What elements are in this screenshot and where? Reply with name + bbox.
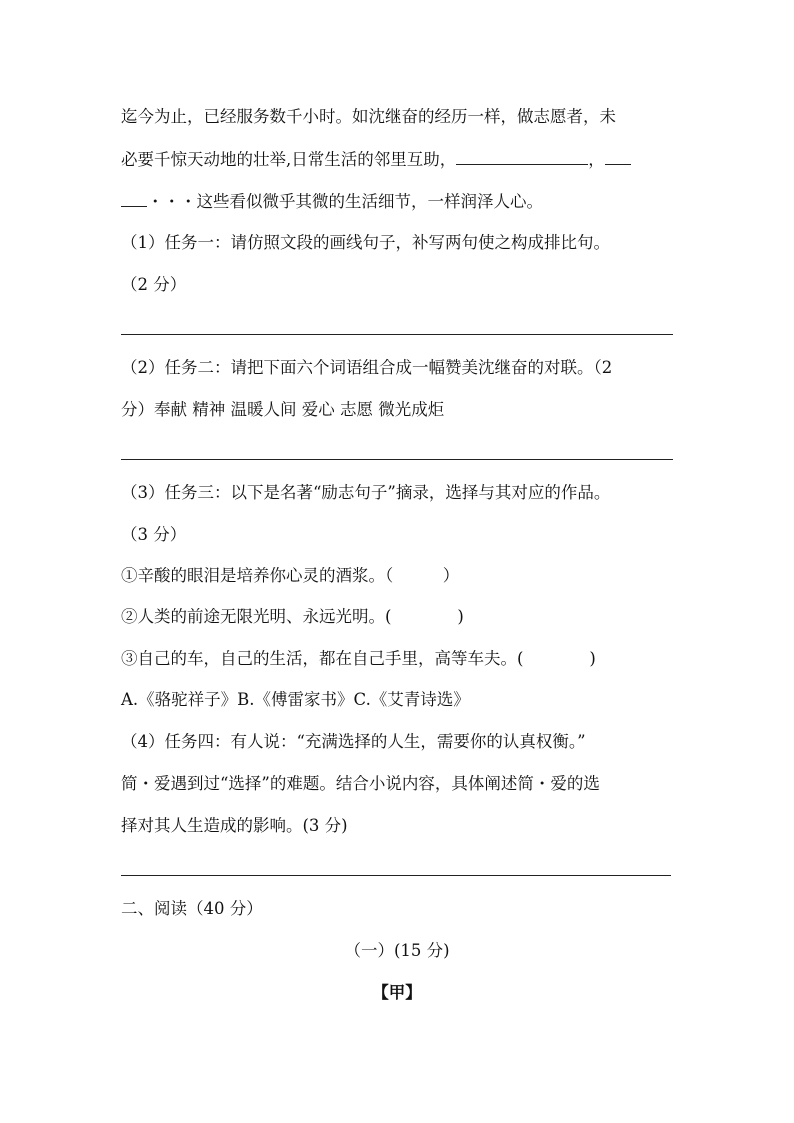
answer-blank-2b[interactable] [121, 190, 147, 207]
task2-line-1: （2）任务二：请把下面六个词语组合成一幅赞美沈继奋的对联。（2 [121, 358, 613, 377]
task1-line-2: （2 分） [121, 275, 187, 294]
task4-line-2: 简・爱遇到过“选择”的难题。结合小说内容，具体阐述简・爱的选 [121, 774, 600, 793]
task4-line-3: 择对其人生造成的影响。(3 分) [121, 816, 348, 835]
section-subheading: （一）(15 分) [344, 941, 450, 960]
task3-line-1: （3）任务三：以下是名著“励志句子”摘录，选择与其对应的作品。 [121, 483, 611, 502]
task2-answer-line[interactable] [121, 459, 673, 460]
task3-line-2: （3 分） [121, 525, 187, 544]
passage-line-2-separator: ， [588, 150, 605, 169]
passage-line-3-text: ・・・这些看似微乎其微的生活细节，一样润泽人心。 [147, 192, 543, 211]
task3-item-2: ②人类的前途无限光明、永远光明。( ) [121, 607, 464, 626]
task2-line-2: 分）奉献 精神 温暖人间 爱心 志愿 微光成炬 [121, 400, 445, 419]
task3-item-3: ③自己的车，自己的生活，都在自己手里，高等车夫。( ) [121, 649, 596, 668]
task3-item-1: ①辛酸的眼泪是培养你心灵的酒浆。（ ） [121, 566, 460, 585]
passage-line-2-text: 必要千惊天动地的壮举,日常生活的邻里互助， [121, 150, 457, 169]
task4-answer-line[interactable] [121, 875, 671, 876]
answer-blank-2a[interactable] [605, 148, 631, 165]
passage-line-2 [121, 148, 631, 171]
section-heading: 二、阅读（40 分） [121, 899, 263, 918]
answer-blank-1[interactable] [456, 148, 588, 165]
task1-line-1: （1）任务一：请仿照文段的画线句子，补写两句使之构成排比句。 [121, 233, 610, 252]
passage-line-1: 迄今为止，已经服务数千小时。如沈继奋的经历一样，做志愿者，未 [121, 107, 616, 126]
task4-line-1: （4）任务四：有人说：“充满选择的人生，需要你的认真权衡。” [121, 732, 586, 751]
passage-line-3 [121, 190, 543, 213]
passage-marker: 【甲】 [372, 983, 422, 1002]
task1-answer-line[interactable] [121, 334, 673, 335]
task3-options: A.《骆驼祥子》B.《傅雷家书》C.《艾青诗选》 [121, 690, 470, 709]
